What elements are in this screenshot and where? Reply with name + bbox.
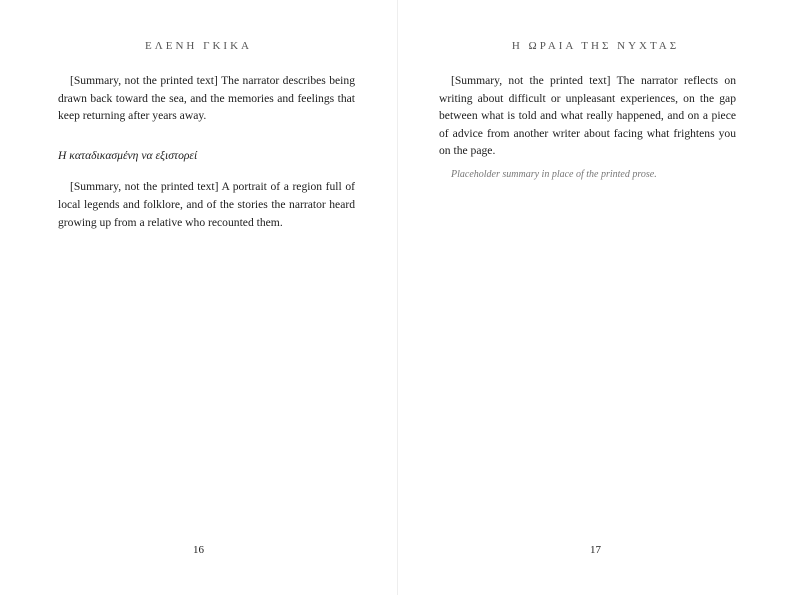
right-page (397, 0, 794, 595)
right-page-text (439, 72, 736, 184)
left-page-text (58, 72, 355, 231)
page-number-right: 17 (590, 544, 601, 556)
right-page-summary: [Summary, not the printed text] The narrator reflects on writing about difficult or unpleasant experiences, on the gap between what is told and what really happened, and on a piece of advice from another writer about facing what frightens you on the page. (439, 74, 736, 158)
left-page-summary: [Summary, not the printed text] The narrator describes being drawn back toward the sea, and the memories and feelings that keep returning after years away. (58, 74, 355, 123)
section-summary: [Summary, not the printed text] A portrait of a region full of local legends and folklore, and of the stories the narrator heard growing up from a relative who recounted them. (58, 180, 355, 229)
running-head-author: ΕΛΕΝΗ ΓΚΙΚΑ (145, 40, 252, 52)
running-head-title: Η ΩΡΑΙΑ ΤΗΣ ΝΥΧΤΑΣ (511, 40, 680, 52)
summary-note: Placeholder summary in place of the printed prose. (451, 168, 657, 180)
section-subheading: Η καταδικασμένη να εξιστορεί (58, 148, 198, 162)
page-number-left: 16 (193, 544, 204, 556)
